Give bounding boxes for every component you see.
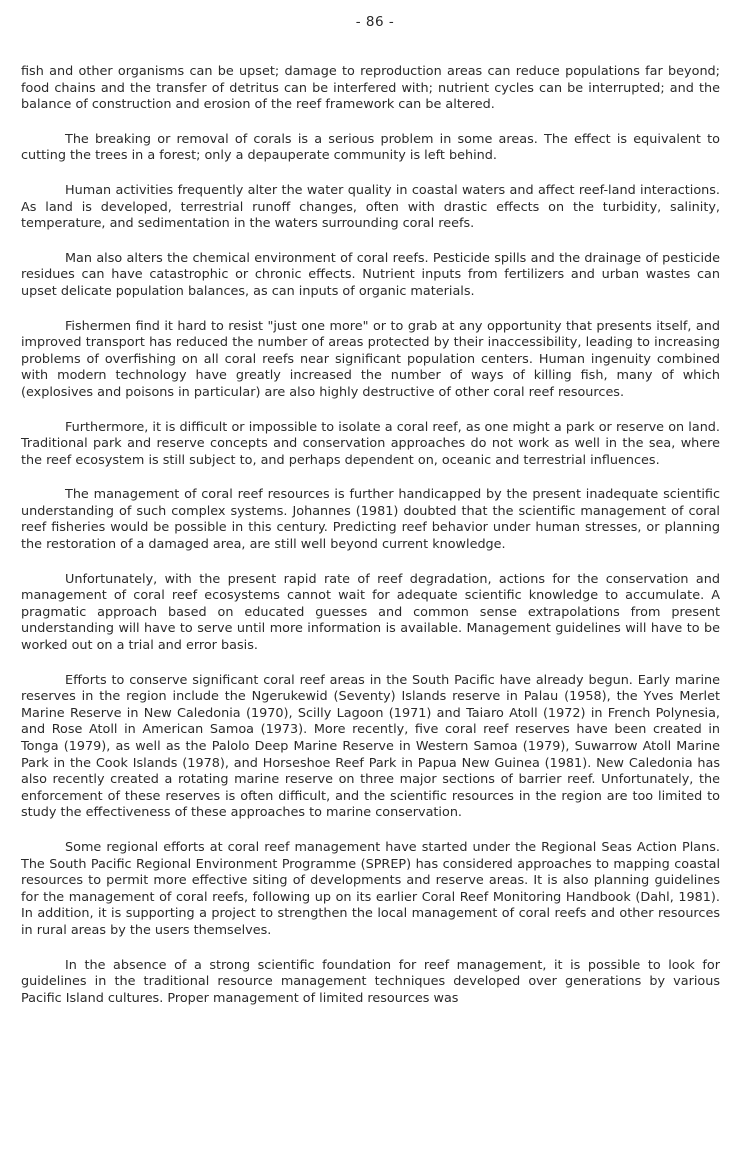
body-text: [21, 64, 720, 1025]
page-number: - 86 -: [355, 14, 395, 30]
paragraph-6: Furthermore, it is difficult or impossible to isolate a coral reef, as one might a park or reserve on land. Traditional park and reserve concepts and conservation approaches do not work as well in the sea, where the reef ecosystem is still subject to, and perhaps dependent on, oceanic and terrestrial influences.: [21, 419, 720, 468]
paragraph-2: The breaking or removal of corals is a serious problem in some areas. The effect is equivalent to cutting the trees in a forest; only a depauperate community is left behind.: [21, 131, 720, 164]
paragraph-4: Man also alters the chemical environment of coral reefs. Pesticide spills and the drainage of pesticide residues can have catastrophic or chronic effects. Nutrient inputs from fertilizers and urban wastes can upset delicate population balances, as can inputs of organic materials.: [21, 250, 720, 299]
paragraph-1: fish and other organisms can be upset; damage to reproduction areas can reduce populations far beyond; food chains and the transfer of detritus can be interfered with; nutrient cycles can be interrupted; and the balance of construction and erosion of the reef framework can be altered.: [21, 64, 720, 113]
paragraph-9: Efforts to conserve significant coral reef areas in the South Pacific have already begun. Early marine reserves in the region include the Ngerukewid (Seventy) Islands reserve in Palau (1958), the Yves Merlet Marine Reserve in New Caledonia (1970), Scilly Lagoon (1971) and Taiaro Atoll (1972) in French Polynesia, and Rose Atoll in American Samoa (1973). More recently, five coral reef reserves have been created in Tonga (1979), as well as the Palolo Deep Marine Reserve in Western Samoa (1979), Suwarrow Atoll Marine Park in the Cook Islands (1978), and Horseshoe Reef Park in Papua New Guinea (1981). New Caledonia has also recently created a rotating marine reserve on three major sections of barrier reef. Unfortunately, the enforcement of these reserves is often difficult, and the scientific resources in the region are too limited to study the effectiveness of these approaches to marine conservation.: [21, 672, 720, 821]
paragraph-11: In the absence of a strong scientific foundation for reef management, it is possible to look for guidelines in the traditional resource management techniques developed over generations by various Pacific Island cultures. Proper management of limited resources was: [21, 957, 720, 1006]
paragraph-5: Fishermen find it hard to resist "just one more" or to grab at any opportunity that presents itself, and improved transport has reduced the number of areas protected by their inaccessibility, leading to increasing problems of overfishing on all coral reefs near significant population centers. Human ingenuity combined with modern technology have greatly increased the number of ways of killing fish, many of which (explosives and poisons in particular) are also highly destructive of other coral reef resources.: [21, 318, 720, 400]
paragraph-7: The management of coral reef resources is further handicapped by the present inadequate scientific understanding of such complex systems. Johannes (1981) doubted that the scientific management of coral reef fisheries would be possible in this century. Predicting reef behavior under human stresses, or planning the restoration of a damaged area, are still well beyond current knowledge.: [21, 487, 720, 553]
paragraph-10: Some regional efforts at coral reef management have started under the Regional Seas Action Plans. The South Pacific Regional Environment Programme (SPREP) has considered approaches to mapping coastal resources to permit more effective siting of developments and reserve areas. It is also planning guidelines for the management of coral reefs, following up on its earlier Coral Reef Monitoring Handbook (Dahl, 1981). In addition, it is supporting a project to strengthen the local management of coral reefs and other resources in rural areas by the users themselves.: [21, 839, 720, 938]
paragraph-8: Unfortunately, with the present rapid rate of reef degradation, actions for the conservation and management of coral reef ecosystems cannot wait for adequate scientific knowledge to accumulate. A pragmatic approach based on educated guesses and common sense extrapolations from present understanding will have to serve until more information is available. Management guidelines will have to be worked out on a trial and error basis.: [21, 571, 720, 654]
paragraph-3: Human activities frequently alter the water quality in coastal waters and affect reef-land interactions. As land is developed, terrestrial runoff changes, often with drastic effects on the turbidity, salinity, temperature, and sedimentation in the waters surrounding coral reefs.: [21, 182, 720, 232]
